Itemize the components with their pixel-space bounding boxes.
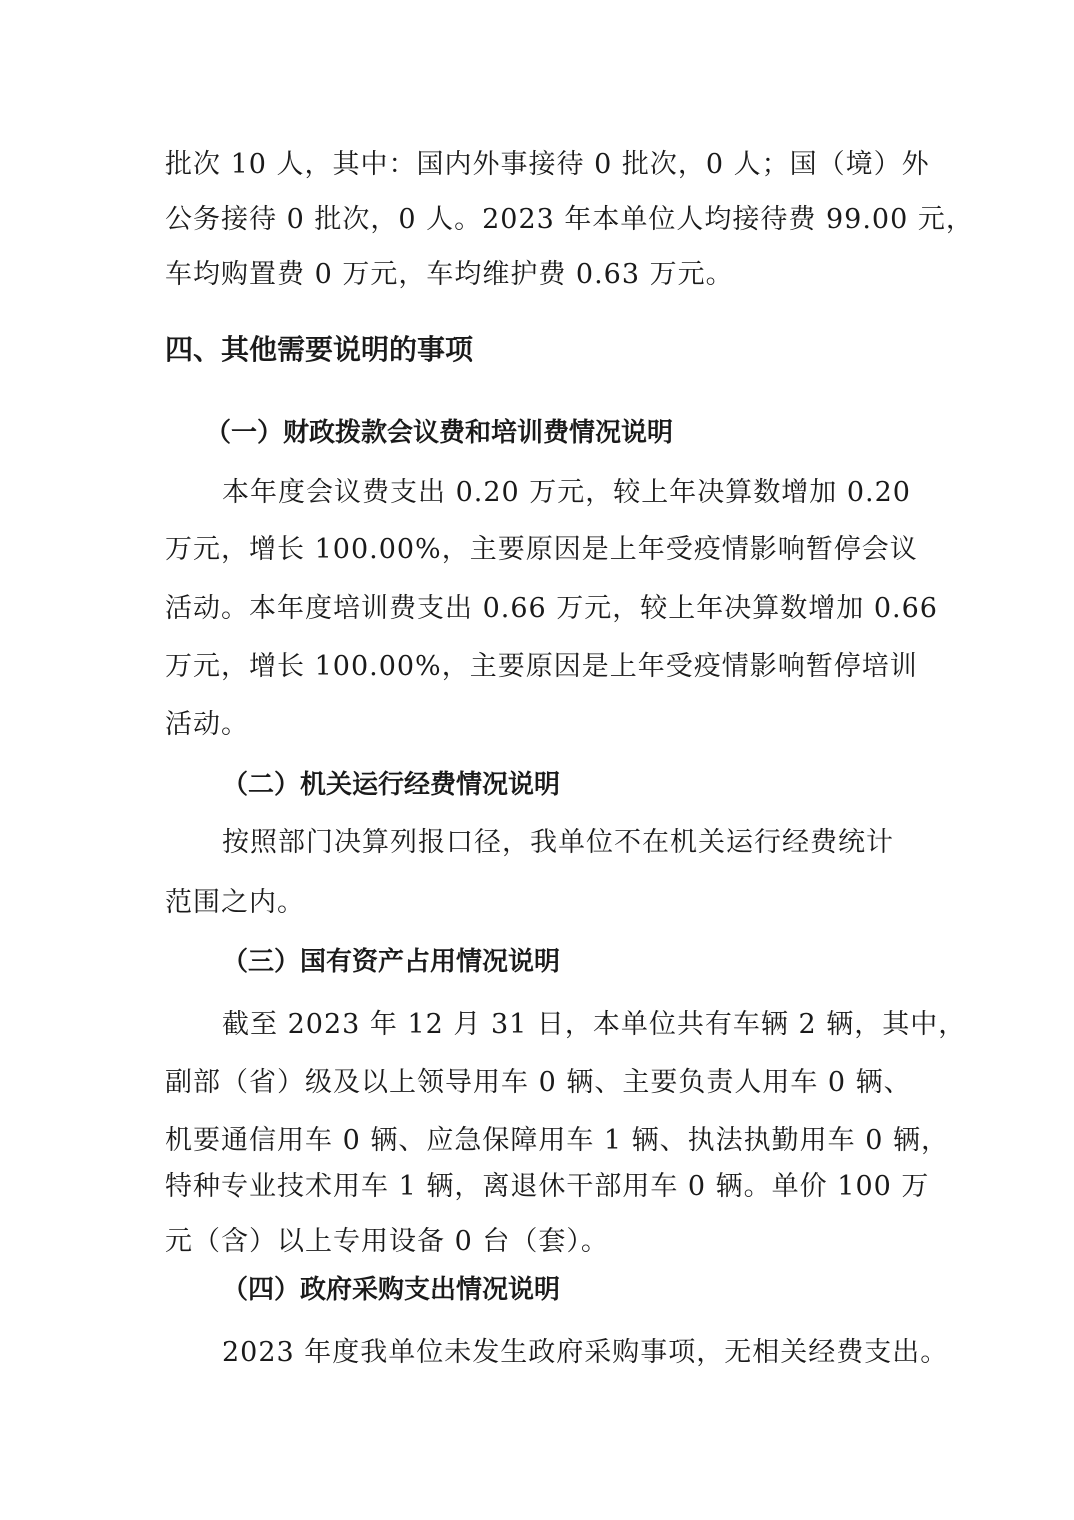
subsection-heading: （四）政府采购支出情况说明 xyxy=(222,1275,561,1305)
paragraph-line: 特种专业技术用车 1 辆，离退休干部用车 0 辆。单价 100 万 xyxy=(165,1171,930,1202)
paragraph-line: 车均购置费 0 万元，车均维护费 0.63 万元。 xyxy=(165,259,734,290)
paragraph-line: 截至 2023 年 12 月 31 日，本单位共有车辆 2 辆，其中， xyxy=(222,1009,967,1040)
paragraph-line: 公务接待 0 批次，0 人。2023 年本单位人均接待费 99.00 元， xyxy=(165,204,974,235)
subsection-heading: （一）财政拨款会议费和培训费情况说明 xyxy=(205,418,674,448)
paragraph-line: 万元，增长 100.00%，主要原因是上年受疫情影响暂停会议 xyxy=(165,534,918,565)
paragraph-line: 副部（省）级及以上领导用车 0 辆、主要负责人用车 0 辆、 xyxy=(165,1067,912,1098)
paragraph-line: 活动。本年度培训费支出 0.66 万元，较上年决算数增加 0.66 xyxy=(165,593,938,624)
paragraph-line: 活动。 xyxy=(165,709,249,740)
paragraph-line: 万元，增长 100.00%，主要原因是上年受疫情影响暂停培训 xyxy=(165,651,918,682)
paragraph-line: 元（含）以上专用设备 0 台（套）。 xyxy=(165,1226,609,1257)
paragraph-line: 范围之内。 xyxy=(165,887,305,918)
paragraph-line: 按照部门决算列报口径，我单位不在机关运行经费统计 xyxy=(222,827,894,858)
subsection-heading: （二）机关运行经费情况说明 xyxy=(222,770,561,800)
subsection-heading: （三）国有资产占用情况说明 xyxy=(222,947,561,977)
section-heading: 四、其他需要说明的事项 xyxy=(165,333,474,366)
paragraph-line: 2023 年度我单位未发生政府采购事项，无相关经费支出。 xyxy=(222,1337,949,1368)
paragraph-line: 批次 10 人，其中：国内外事接待 0 批次，0 人；国（境）外 xyxy=(165,149,930,180)
paragraph-line: 机要通信用车 0 辆、应急保障用车 1 辆、执法执勤用车 0 辆， xyxy=(165,1125,950,1156)
paragraph-line: 本年度会议费支出 0.20 万元，较上年决算数增加 0.20 xyxy=(222,477,911,508)
